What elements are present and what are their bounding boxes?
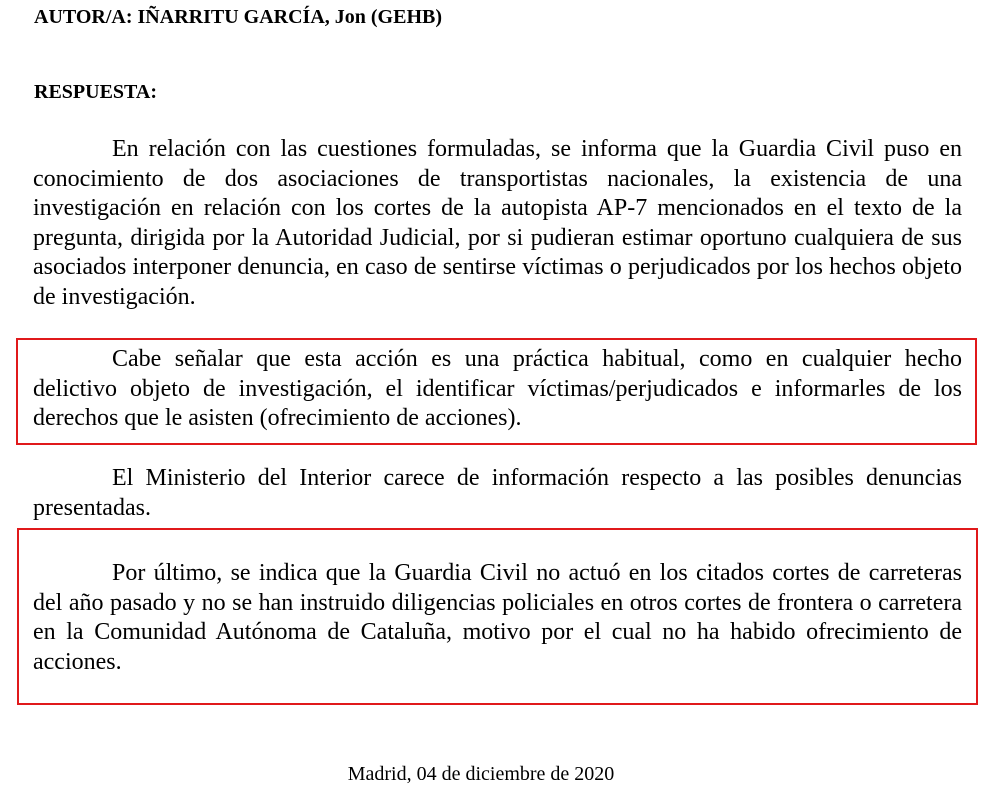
author-line: AUTOR/A: IÑARRITU GARCÍA, Jon (GEHB) <box>34 6 442 28</box>
response-paragraph-2: Cabe señalar que esta acción es una práctica habitual, como en cualquier hecho delictivo objeto de investigación, el identificar víctimas/perjudicados e informarles de los derechos que le asisten (ofrecimiento de acciones). <box>33 346 962 431</box>
response-heading: RESPUESTA: <box>34 81 157 103</box>
response-paragraph-4: Por último, se indica que la Guardia Civil no actuó en los citados cortes de carreteras del año pasado y no se han instruido diligencias policiales en otros cortes de frontera o carretera en la Comunidad Autónoma de Cataluña, motivo por el cual no ha habido ofrecimiento de acciones. <box>33 560 962 675</box>
response-paragraph-3: El Ministerio del Interior carece de información respecto a las posibles denuncias presentadas. <box>33 465 962 521</box>
place-date: Madrid, 04 de diciembre de 2020 <box>347 763 615 785</box>
response-paragraph-1: En relación con las cuestiones formuladas, se informa que la Guardia Civil puso en conocimiento de dos asociaciones de transportistas nacionales, la existencia de una investigación en relación con los cortes de la autopista AP-7 mencionados en el texto de la pregunta, dirigida por la Autoridad Judicial, por si pudieran estimar oportuno cualquiera de sus asociados interponer denuncia, en caso de sentirse víctimas o perjudicados por los hechos objeto de investigación. <box>33 136 962 310</box>
